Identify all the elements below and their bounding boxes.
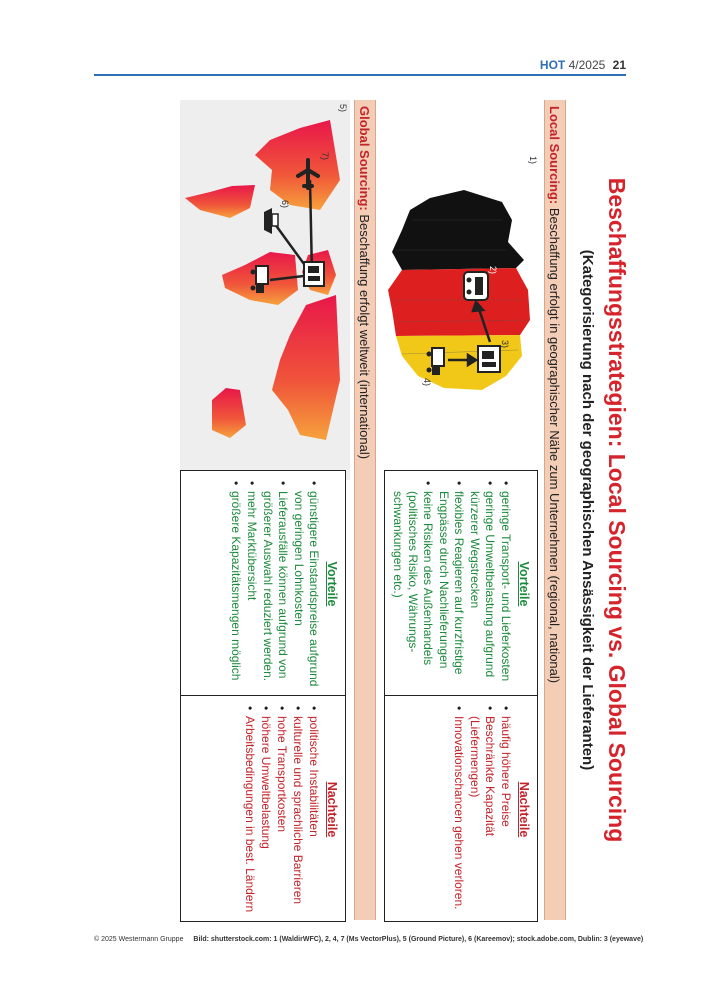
factory-icon <box>304 262 324 286</box>
local-vorteile-list <box>390 481 513 687</box>
page-title: Beschaffungsstrategien: Local Sourcing vs. Global Sourcing <box>604 177 630 843</box>
local-vorteile-heading: Vorteile <box>517 561 531 607</box>
train-icon <box>464 272 488 300</box>
local-vorteile-column <box>385 471 537 696</box>
marker-3: 3) <box>500 340 510 349</box>
page-header <box>540 58 626 72</box>
global-vorteile-column <box>181 471 345 696</box>
local-sourcing-text: Beschaffung erfolgt in geographischer Nähe zum Unternehmen (regional, national) <box>547 204 562 684</box>
list-item: • mehr Marktübersicht <box>244 481 259 687</box>
image-credits: Bild: shutterstock.com: 1 (WaldirWFC), 2, 4, 7 (Ms VectorPlus), 5 (Ground Picture), 6 (Kareemov); stock.adobe.com, Dublin: 3 (eyewave) <box>193 936 644 943</box>
global-nachteile-column <box>181 696 345 921</box>
list-item: • höhere Umweltbelastung <box>258 706 273 913</box>
issue-number: 4/2025 <box>568 58 606 72</box>
header-rule <box>94 74 626 76</box>
global-sourcing-band <box>354 100 376 920</box>
list-item: • geringe Umweltbelastung aufgrund kürzerer Wegstrecken <box>467 481 497 687</box>
factory-icon <box>478 346 500 372</box>
list-item: • geringe Transport- und Lieferkosten <box>498 481 513 687</box>
global-sourcing-text: Beschaffung erfolgt weltweit (international) <box>357 210 372 460</box>
list-item: • politische Instabilitäten <box>306 706 321 913</box>
list-item: • Innovationschancen gehen verloren. <box>451 706 466 913</box>
marker-1: 1) <box>528 156 538 165</box>
brand-logo: HOT <box>539 58 566 72</box>
local-sourcing-table <box>384 470 538 922</box>
local-nachteile-list <box>451 706 513 913</box>
marker-7: 7) <box>320 152 330 161</box>
germany-map-illustration <box>382 150 542 450</box>
list-item: • Beschränkte Kapazität (Liefermengen) <box>467 706 497 913</box>
local-nachteile-heading: Nachteile <box>517 781 531 838</box>
marker-5: 5) <box>338 104 348 113</box>
local-sourcing-band <box>544 100 566 920</box>
page-subtitle: (Kategorisierung nach der geographischen Ansässigkeit der Lieferanten) <box>579 249 596 771</box>
list-item: • günstigere Einstandspreise aufgrund von geringen Lohnkosten <box>291 481 321 687</box>
list-item: • größere Kapazitätsmengen möglich <box>228 481 243 687</box>
marker-2: 2) <box>488 266 498 275</box>
list-item: • flexibles Reagieren auf kurzfristige Engpässe durch Nachlieferungen <box>436 481 466 687</box>
marker-6: 6) <box>280 200 290 209</box>
rotated-content <box>110 100 630 920</box>
marker-4: 4) <box>422 378 432 387</box>
global-nachteile-heading: Nachteile <box>325 781 339 838</box>
list-item: • häufig höhere Preise <box>498 706 513 913</box>
list-item: • keine Risiken des Außenhandels (politisches Risiko, Währungs-schwankungen etc.) <box>390 481 435 687</box>
page-footer <box>94 936 654 943</box>
copyright-text: © 2025 Westermann Gruppe <box>94 936 184 943</box>
global-vorteile-list <box>228 481 321 687</box>
global-nachteile-list <box>242 706 321 913</box>
list-item: • Arbeitsbedingungen in best. Ländern <box>242 706 257 913</box>
list-item: • hohe Transportkosten <box>274 706 289 913</box>
global-sourcing-table <box>180 470 346 922</box>
local-nachteile-column <box>385 696 537 921</box>
list-item: • kulturelle und sprachliche Barrieren <box>290 706 305 913</box>
global-vorteile-heading: Vorteile <box>325 561 339 607</box>
local-sourcing-label: Local Sourcing: <box>547 106 562 205</box>
world-map-illustration <box>170 100 350 480</box>
page-number: 21 <box>612 58 626 72</box>
global-sourcing-label: Global Sourcing: <box>357 106 372 211</box>
list-item: • Lieferausfälle können aufgrund von größerer Auswahl reduziert werden. <box>260 481 290 687</box>
